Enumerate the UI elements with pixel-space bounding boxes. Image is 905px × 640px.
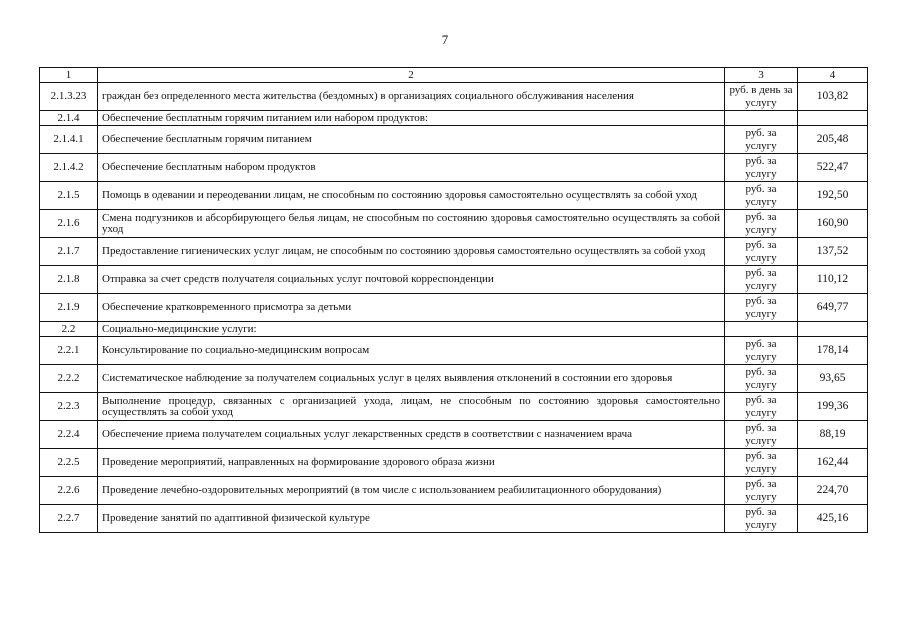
table-row <box>40 266 868 294</box>
service-price-cell: 425,16 <box>798 505 868 533</box>
service-name-cell: Выполнение процедур, связанных с организацией ухода, лицам, не способным по состоянию здоровья самостоятельно осуществлять за собой уход <box>98 393 725 421</box>
service-price-cell: 192,50 <box>798 182 868 210</box>
service-name-cell: Отправка за счет средств получателя социальных услуг почтовой корреспонденции <box>98 266 725 294</box>
table-row <box>40 83 868 111</box>
table-row <box>40 477 868 505</box>
service-unit-cell: руб. за услугу <box>725 337 798 365</box>
header-col-1: 1 <box>40 68 98 83</box>
service-code-cell: 2.2.7 <box>40 505 98 533</box>
service-name-cell: Смена подгузников и абсорбирующего белья лицам, не способным по состоянию здоровья самостоятельно осуществлять за собой уход <box>98 210 725 238</box>
service-unit-cell: руб. за услугу <box>725 505 798 533</box>
service-name-cell: Проведение занятий по адаптивной физической культуре <box>98 505 725 533</box>
service-unit-cell: руб. за услугу <box>725 182 798 210</box>
service-code-cell: 2.2.5 <box>40 449 98 477</box>
table-row <box>40 365 868 393</box>
service-code-cell: 2.1.7 <box>40 238 98 266</box>
service-unit-cell: руб. за услугу <box>725 449 798 477</box>
table-row <box>40 182 868 210</box>
header-row <box>40 68 868 83</box>
service-price-cell: 649,77 <box>798 294 868 322</box>
service-code-cell: 2.1.4.2 <box>40 154 98 182</box>
table-row <box>40 421 868 449</box>
table-row <box>40 126 868 154</box>
service-price-cell: 103,82 <box>798 83 868 111</box>
service-code-cell: 2.2.3 <box>40 393 98 421</box>
service-code-cell: 2.1.6 <box>40 210 98 238</box>
service-code-cell: 2.2.6 <box>40 477 98 505</box>
service-price-cell: 110,12 <box>798 266 868 294</box>
service-unit-cell: руб. за услугу <box>725 238 798 266</box>
table-body <box>40 83 868 533</box>
table-header <box>40 68 868 83</box>
service-name-cell: Систематическое наблюдение за получателем социальных услуг в целях выявления отклонений в состоянии его здоровья <box>98 365 725 393</box>
table-row <box>40 154 868 182</box>
service-unit-cell: руб. за услугу <box>725 266 798 294</box>
service-unit-cell: руб. за услугу <box>725 126 798 154</box>
service-price-cell: 162,44 <box>798 449 868 477</box>
service-unit-cell: руб. за услугу <box>725 294 798 322</box>
service-price-cell <box>798 322 868 337</box>
service-name-cell: Обеспечение приема получателем социальных услуг лекарственных средств в соответствии с назначением врача <box>98 421 725 449</box>
service-price-cell: 160,90 <box>798 210 868 238</box>
table-row <box>40 294 868 322</box>
service-code-cell: 2.1.4.1 <box>40 126 98 154</box>
service-price-cell <box>798 111 868 126</box>
service-name-cell: Обеспечение кратковременного присмотра за детьми <box>98 294 725 322</box>
services-table <box>39 67 868 533</box>
table-row <box>40 111 868 126</box>
header-col-2: 2 <box>98 68 725 83</box>
service-name-cell: Проведение лечебно-оздоровительных мероприятий (в том числе с использованием реабилитационного оборудования) <box>98 477 725 505</box>
service-code-cell: 2.1.8 <box>40 266 98 294</box>
service-price-cell: 93,65 <box>798 365 868 393</box>
service-name-cell: Предоставление гигиенических услуг лицам, не способным по состоянию здоровья самостоятельно осуществлять за собой уход <box>98 238 725 266</box>
service-name-cell: Консультирование по социально-медицинским вопросам <box>98 337 725 365</box>
table-row <box>40 238 868 266</box>
service-code-cell: 2.1.4 <box>40 111 98 126</box>
service-unit-cell: руб. за услугу <box>725 365 798 393</box>
service-unit-cell <box>725 111 798 126</box>
service-price-cell: 224,70 <box>798 477 868 505</box>
table-row <box>40 337 868 365</box>
service-unit-cell <box>725 322 798 337</box>
service-unit-cell: руб. за услугу <box>725 154 798 182</box>
service-price-cell: 199,36 <box>798 393 868 421</box>
table-row <box>40 393 868 421</box>
service-unit-cell: руб. за услугу <box>725 421 798 449</box>
service-code-cell: 2.2 <box>40 322 98 337</box>
page-number: 7 <box>441 32 449 47</box>
service-price-cell: 178,14 <box>798 337 868 365</box>
header-col-3: 3 <box>725 68 798 83</box>
table-row <box>40 449 868 477</box>
service-code-cell: 2.2.2 <box>40 365 98 393</box>
service-unit-cell: руб. за услугу <box>725 477 798 505</box>
service-name-cell: граждан без определенного места жительства (бездомных) в организациях социального обслуживания населения <box>98 83 725 111</box>
header-col-4: 4 <box>798 68 868 83</box>
service-price-cell: 137,52 <box>798 238 868 266</box>
service-code-cell: 2.2.1 <box>40 337 98 365</box>
service-code-cell: 2.1.5 <box>40 182 98 210</box>
service-name-cell: Помощь в одевании и переодевании лицам, не способным по состоянию здоровья самостоятельно осуществлять за собой уход <box>98 182 725 210</box>
service-name-cell: Обеспечение бесплатным горячим питанием или набором продуктов: <box>98 111 725 126</box>
service-name-cell: Проведение мероприятий, направленных на формирование здорового образа жизни <box>98 449 725 477</box>
service-name-cell: Обеспечение бесплатным набором продуктов <box>98 154 725 182</box>
service-unit-cell: руб. за услугу <box>725 210 798 238</box>
table-row <box>40 505 868 533</box>
table-row <box>40 322 868 337</box>
service-name-cell: Социально-медицинские услуги: <box>98 322 725 337</box>
service-price-cell: 522,47 <box>798 154 868 182</box>
service-unit-cell: руб. за услугу <box>725 393 798 421</box>
service-price-cell: 205,48 <box>798 126 868 154</box>
table-row <box>40 210 868 238</box>
service-price-cell: 88,19 <box>798 421 868 449</box>
service-code-cell: 2.1.9 <box>40 294 98 322</box>
service-code-cell: 2.2.4 <box>40 421 98 449</box>
service-name-cell: Обеспечение бесплатным горячим питанием <box>98 126 725 154</box>
service-code-cell: 2.1.3.23 <box>40 83 98 111</box>
service-unit-cell: руб. в день за услугу <box>725 83 798 111</box>
